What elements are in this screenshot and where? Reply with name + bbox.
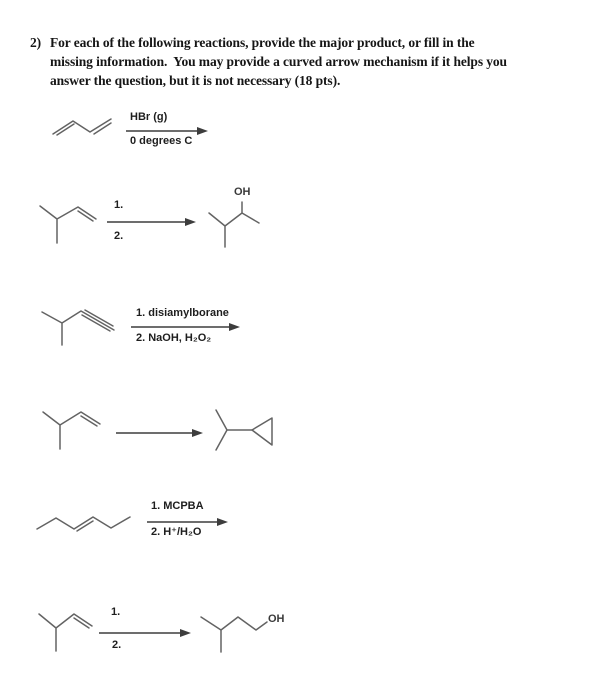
reaction-arrow-6: [99, 629, 191, 637]
reagent-r5-below: 2. H⁺/H₂O: [151, 526, 202, 538]
reagent-r3-below: 2. NaOH, H₂O₂: [136, 332, 212, 344]
reagent-r5-above: 1. MCPBA: [151, 500, 204, 512]
question-line-2: missing information. You may provide a curved arrow mechanism if it helps you: [50, 54, 507, 69]
reaction-arrow-3: [131, 323, 240, 331]
reagent-r6-step1: 1.: [111, 606, 121, 618]
question-line-3: answer the question, but it is not necessary (18 pts).: [50, 73, 341, 88]
reaction-arrow-5: [147, 518, 228, 526]
molecule-3-methyl-1-butene-a: [40, 206, 96, 243]
molecule-3-methyl-2-butanol: [209, 202, 259, 247]
question-number: 2): [30, 35, 42, 50]
molecule-isopropylcyclopropane: [216, 410, 272, 450]
question-line-1: For each of the following reactions, provide the major product, or fill in the: [50, 35, 475, 50]
hydroxyl-label-r2: OH: [234, 186, 251, 198]
reagent-r1-above: HBr (g): [130, 111, 168, 123]
question-header: [30, 33, 530, 90]
reagent-r2-step1: 1.: [114, 199, 124, 211]
reaction-arrow-1: [126, 127, 208, 135]
hydroxyl-label-r6: OH: [268, 613, 285, 625]
molecule-3-methyl-1-butene-b: [43, 412, 100, 449]
molecule-3-methyl-1-butanol: [201, 617, 267, 652]
molecule-3-methyl-1-butene-c: [39, 614, 92, 651]
molecule-trans-3-hexene: [37, 517, 130, 531]
reaction-arrow-2: [107, 218, 196, 226]
reagent-r1-below: 0 degrees C: [130, 135, 193, 147]
molecule-4-methyl-1-pentyne: [42, 310, 114, 345]
molecule-1-3-butadiene: [53, 119, 111, 135]
reagent-r6-step2: 2.: [112, 639, 122, 651]
reaction-arrow-4: [116, 429, 203, 437]
reagent-r3-above: 1. disiamylborane: [136, 307, 229, 319]
reagent-r2-step2: 2.: [114, 230, 124, 242]
